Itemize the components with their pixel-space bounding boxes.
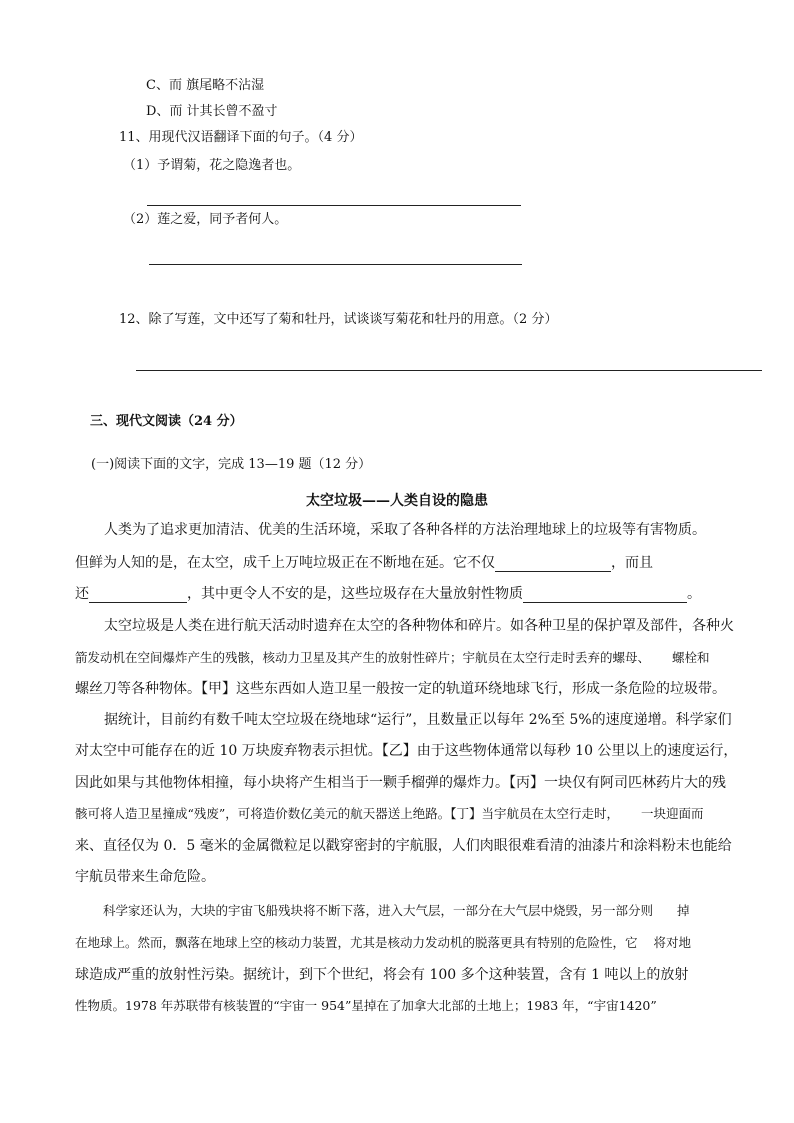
- para3-line4-text: 骸可将人造卫星撞成“残废”，可将造价数亿美元的航天器送上绝路。【丁】当宇航员在太空行走时，: [75, 806, 620, 821]
- fill-blank-2[interactable]: [89, 588, 187, 603]
- para1-line3-head: 还: [75, 586, 89, 602]
- para3-line4-tail: 一块迎面而: [641, 806, 704, 821]
- para1-line2-text: 但鲜为人知的是，在太空，成千上万吨垃圾正在不断地在延。它不仅: [75, 555, 495, 571]
- q12-stem: 12、除了写莲，文中还写了菊和牡丹，试谈谈写菊花和牡丹的用意。（2 分）: [119, 312, 558, 327]
- fill-blank-1[interactable]: [495, 557, 611, 572]
- para4-line4: 性物质。1978 年苏联带有核装置的“宇宙一 954”星掉在了加拿大北部的土地上；1983 年，“宇宙1420”: [75, 998, 657, 1013]
- answer-line-2[interactable]: [149, 264, 522, 265]
- para2-line2-tail: 螺栓和: [672, 650, 710, 665]
- para3-line6: 宇航员带来生命危险。: [75, 869, 215, 885]
- para4-line1: [103, 902, 690, 920]
- para2-line3: 螺丝刀等各种物体。【甲】这些东西如人造卫星一般按一定的轨道环绕地球飞行，形成一条危险的垃圾带。: [75, 681, 726, 697]
- q11-sentence-1: （1）予谓菊，花之隐逸者也。: [123, 158, 301, 173]
- q11-sentence-2: （2）莲之爱，同予者何人。: [123, 212, 288, 227]
- fill-blank-3[interactable]: [523, 588, 687, 603]
- para2-line2: [75, 649, 710, 667]
- para3-line3: 因此如果与其他物体相撞，每小块将产生相当于一颗手榴弹的爆炸力。【丙】一块仅有阿司匹林药片大的残: [75, 775, 726, 791]
- para1-line2-tail: ，而且: [611, 555, 653, 571]
- para2-line1: 太空垃圾是人类在进行航天活动时遗弃在太空的各种物体和碎片。如各种卫星的保护罩及部件，各种火: [104, 618, 734, 634]
- para4-line3: 球造成严重的放射性污染。据统计，到下个世纪，将会有 100 多个这种装置，含有 1 吨以上的放射: [75, 967, 689, 983]
- para2-line2-text: 箭发动机在空间爆炸产生的残骸，核动力卫星及其产生的放射性碎片；宇航员在太空行走时丢弃的螺母、: [75, 650, 651, 665]
- para1-line3-tail: 。: [687, 586, 701, 602]
- para4-line2-tail: 将对地: [653, 935, 692, 950]
- article-title: 太空垃圾——人类自设的隐患: [306, 493, 488, 509]
- option-d: D、而 计其长曾不盈寸: [146, 104, 278, 119]
- para1-line3: [75, 585, 701, 603]
- para3-line2: 对太空中可能存在的近 10 万块废弃物表示担忧。【乙】由于这些物体通常以每秒 10 公里以上的速度运行，: [75, 743, 738, 759]
- para4-line2: [75, 934, 691, 952]
- para4-line1-tail: 掉: [677, 903, 690, 918]
- para1-line1: 人类为了追求更加清洁、优美的生活环境，采取了各种各样的方法治理地球上的垃圾等有害物质。: [104, 522, 706, 538]
- para1-line3-text: ，其中更令人不安的是，这些垃圾存在大量放射性物质: [187, 586, 523, 602]
- answer-line-1[interactable]: [147, 205, 521, 206]
- para1-line2: [75, 554, 653, 572]
- section-3-subheading: (一)阅读下面的文字，完成 13—19 题（12 分）: [91, 457, 372, 472]
- answer-line-3[interactable]: [136, 370, 762, 371]
- q11-stem: 11、用现代汉语翻译下面的句子。（4 分）: [119, 130, 363, 145]
- para3-line1: 据统计，目前约有数千吨太空垃圾在绕地球“运行”，且数量正以每年 2%至 5%的速度递增。科学家们: [104, 712, 732, 728]
- section-3-heading: 三、现代文阅读（24 分）: [90, 414, 243, 429]
- para3-line5: 来、直径仅为 0．5 毫米的金属微粒足以戳穿密封的宇航服，人们肉眼很难看清的油漆片和涂料粉末也能给: [75, 838, 732, 854]
- para3-line4: [75, 805, 704, 823]
- para4-line1-text: 科学家还认为，大块的宇宙飞船残块将不断下落，进入大气层，一部分在大气层中烧毁，另一部分则: [103, 903, 654, 918]
- option-c: C、而 旗尾略不沾湿: [146, 78, 265, 93]
- para4-line2-text: 在地球上。然而，飘落在地球上空的核动力装置，尤其是核动力发动机的脱落更具有特别的危险性，它: [75, 935, 638, 950]
